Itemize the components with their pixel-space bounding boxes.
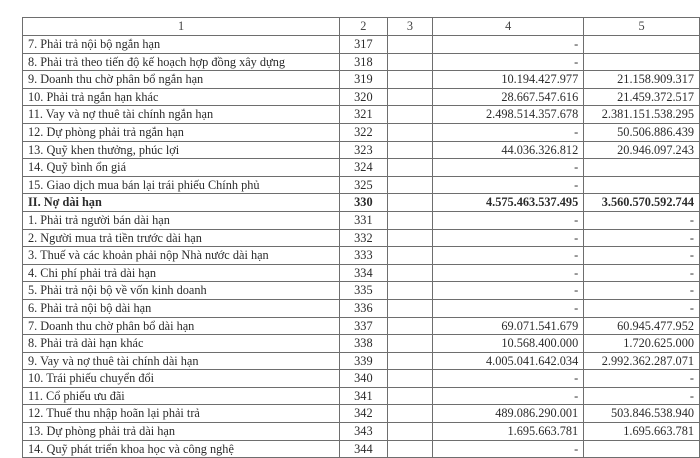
- item-name-cell: 12. Thuế thu nhập hoãn lại phải trả: [23, 405, 340, 423]
- beginning-of-year-value-cell: 3.560.570.592.744: [584, 194, 700, 212]
- item-name-cell: 8. Phải trả dài hạn khác: [23, 335, 340, 353]
- table-row: [23, 423, 700, 441]
- note-cell: [387, 405, 432, 423]
- beginning-of-year-value-cell: -: [584, 247, 700, 265]
- table-row: [23, 36, 700, 54]
- note-cell: [387, 440, 432, 458]
- note-cell: [387, 141, 432, 159]
- item-name-cell: 3. Thuế và các khoản phải nộp Nhà nước dài hạn: [23, 247, 340, 265]
- beginning-of-year-value-cell: 60.945.477.952: [584, 317, 700, 335]
- item-name-cell: 1. Phải trả người bán dài hạn: [23, 211, 340, 229]
- item-name-cell: 14. Quỹ phát triển khoa học và công nghệ: [23, 440, 340, 458]
- end-of-period-value-cell: 489.086.290.001: [433, 405, 584, 423]
- item-name-cell: 12. Dự phòng phải trả ngắn hạn: [23, 123, 340, 141]
- item-name-cell: 9. Vay và nợ thuê tài chính dài hạn: [23, 352, 340, 370]
- note-cell: [387, 211, 432, 229]
- beginning-of-year-value-cell: [584, 159, 700, 177]
- end-of-period-value-cell: -: [433, 53, 584, 71]
- note-cell: [387, 370, 432, 388]
- header-col-1: 1: [23, 18, 340, 36]
- end-of-period-value-cell: 4.575.463.537.495: [433, 194, 584, 212]
- table-row: [23, 123, 700, 141]
- end-of-period-value-cell: 2.498.514.357.678: [433, 106, 584, 124]
- beginning-of-year-value-cell: 21.459.372.517: [584, 88, 700, 106]
- item-name-cell: 5. Phải trả nội bộ về vốn kinh doanh: [23, 282, 340, 300]
- table-row: [23, 141, 700, 159]
- code-cell: 334: [340, 264, 388, 282]
- code-cell: 343: [340, 423, 388, 441]
- code-cell: 325: [340, 176, 388, 194]
- note-cell: [387, 352, 432, 370]
- item-name-cell: 9. Doanh thu chờ phân bổ ngắn hạn: [23, 71, 340, 89]
- end-of-period-value-cell: 10.194.427.977: [433, 71, 584, 89]
- table-row: [23, 440, 700, 458]
- table-row: [23, 264, 700, 282]
- table-row: [23, 53, 700, 71]
- table-row: [23, 317, 700, 335]
- end-of-period-value-cell: -: [433, 159, 584, 177]
- note-cell: [387, 194, 432, 212]
- table-row: [23, 71, 700, 89]
- end-of-period-value-cell: -: [433, 36, 584, 54]
- end-of-period-value-cell: 4.005.041.642.034: [433, 352, 584, 370]
- end-of-period-value-cell: -: [433, 247, 584, 265]
- table-row: [23, 387, 700, 405]
- beginning-of-year-value-cell: 2.381.151.538.295: [584, 106, 700, 124]
- beginning-of-year-value-cell: [584, 440, 700, 458]
- code-cell: 331: [340, 211, 388, 229]
- code-cell: 333: [340, 247, 388, 265]
- header-col-4: 4: [433, 18, 584, 36]
- item-name-cell: 15. Giao dịch mua bán lại trái phiếu Chính phủ: [23, 176, 340, 194]
- item-name-cell: 11. Cổ phiếu ưu đãi: [23, 387, 340, 405]
- end-of-period-value-cell: 28.667.547.616: [433, 88, 584, 106]
- code-cell: 335: [340, 282, 388, 300]
- end-of-period-value-cell: 10.568.400.000: [433, 335, 584, 353]
- note-cell: [387, 123, 432, 141]
- item-name-cell: 14. Quỹ bình ổn giá: [23, 159, 340, 177]
- code-cell: 337: [340, 317, 388, 335]
- code-cell: 336: [340, 299, 388, 317]
- end-of-period-value-cell: -: [433, 211, 584, 229]
- code-cell: 339: [340, 352, 388, 370]
- end-of-period-value-cell: -: [433, 229, 584, 247]
- note-cell: [387, 176, 432, 194]
- balance-sheet: [22, 17, 700, 458]
- beginning-of-year-value-cell: -: [584, 370, 700, 388]
- beginning-of-year-value-cell: [584, 176, 700, 194]
- end-of-period-value-cell: -: [433, 264, 584, 282]
- item-name-cell: II. Nợ dài hạn: [23, 194, 340, 212]
- end-of-period-value-cell: -: [433, 370, 584, 388]
- note-cell: [387, 335, 432, 353]
- note-cell: [387, 159, 432, 177]
- header-col-5: 5: [584, 18, 700, 36]
- code-cell: 323: [340, 141, 388, 159]
- code-cell: 330: [340, 194, 388, 212]
- table-row: [23, 405, 700, 423]
- beginning-of-year-value-cell: -: [584, 387, 700, 405]
- table-row: [23, 88, 700, 106]
- note-cell: [387, 423, 432, 441]
- beginning-of-year-value-cell: 2.992.362.287.071: [584, 352, 700, 370]
- beginning-of-year-value-cell: [584, 36, 700, 54]
- end-of-period-value-cell: -: [433, 123, 584, 141]
- code-cell: 342: [340, 405, 388, 423]
- end-of-period-value-cell: -: [433, 299, 584, 317]
- table-body: [23, 36, 700, 458]
- item-name-cell: 13. Dự phòng phải trả dài hạn: [23, 423, 340, 441]
- code-cell: 318: [340, 53, 388, 71]
- liabilities-table: [22, 17, 700, 458]
- end-of-period-value-cell: 69.071.541.679: [433, 317, 584, 335]
- table-row: [23, 299, 700, 317]
- note-cell: [387, 71, 432, 89]
- note-cell: [387, 264, 432, 282]
- note-cell: [387, 106, 432, 124]
- table-row: [23, 159, 700, 177]
- beginning-of-year-value-cell: -: [584, 211, 700, 229]
- table-row: [23, 335, 700, 353]
- code-cell: 332: [340, 229, 388, 247]
- note-cell: [387, 317, 432, 335]
- code-cell: 344: [340, 440, 388, 458]
- header-col-2: 2: [340, 18, 388, 36]
- beginning-of-year-value-cell: [584, 53, 700, 71]
- code-cell: 321: [340, 106, 388, 124]
- end-of-period-value-cell: -: [433, 440, 584, 458]
- end-of-period-value-cell: 1.695.663.781: [433, 423, 584, 441]
- code-cell: 341: [340, 387, 388, 405]
- table-row: [23, 247, 700, 265]
- beginning-of-year-value-cell: -: [584, 229, 700, 247]
- code-cell: 340: [340, 370, 388, 388]
- note-cell: [387, 229, 432, 247]
- beginning-of-year-value-cell: -: [584, 299, 700, 317]
- beginning-of-year-value-cell: -: [584, 264, 700, 282]
- beginning-of-year-value-cell: 20.946.097.243: [584, 141, 700, 159]
- code-cell: 324: [340, 159, 388, 177]
- code-cell: 322: [340, 123, 388, 141]
- note-cell: [387, 247, 432, 265]
- code-cell: 317: [340, 36, 388, 54]
- note-cell: [387, 387, 432, 405]
- beginning-of-year-value-cell: 503.846.538.940: [584, 405, 700, 423]
- note-cell: [387, 36, 432, 54]
- item-name-cell: 6. Phải trả nội bộ dài hạn: [23, 299, 340, 317]
- item-name-cell: 4. Chi phí phải trả dài hạn: [23, 264, 340, 282]
- note-cell: [387, 53, 432, 71]
- item-name-cell: 2. Người mua trả tiền trước dài hạn: [23, 229, 340, 247]
- end-of-period-value-cell: -: [433, 387, 584, 405]
- beginning-of-year-value-cell: -: [584, 282, 700, 300]
- note-cell: [387, 282, 432, 300]
- code-cell: 320: [340, 88, 388, 106]
- beginning-of-year-value-cell: 50.506.886.439: [584, 123, 700, 141]
- table-row: [23, 370, 700, 388]
- table-row: [23, 229, 700, 247]
- table-row: [23, 352, 700, 370]
- table-row: [23, 106, 700, 124]
- note-cell: [387, 88, 432, 106]
- header-col-3: 3: [387, 18, 432, 36]
- end-of-period-value-cell: -: [433, 176, 584, 194]
- table-row: [23, 176, 700, 194]
- end-of-period-value-cell: 44.036.326.812: [433, 141, 584, 159]
- item-name-cell: 7. Doanh thu chờ phân bổ dài hạn: [23, 317, 340, 335]
- item-name-cell: 13. Quỹ khen thưởng, phúc lợi: [23, 141, 340, 159]
- table-row: [23, 194, 700, 212]
- note-cell: [387, 299, 432, 317]
- end-of-period-value-cell: -: [433, 282, 584, 300]
- beginning-of-year-value-cell: 1.720.625.000: [584, 335, 700, 353]
- beginning-of-year-value-cell: 21.158.909.317: [584, 71, 700, 89]
- code-cell: 319: [340, 71, 388, 89]
- item-name-cell: 10. Trái phiếu chuyển đổi: [23, 370, 340, 388]
- item-name-cell: 8. Phải trả theo tiến độ kế hoạch hợp đồng xây dựng: [23, 53, 340, 71]
- beginning-of-year-value-cell: 1.695.663.781: [584, 423, 700, 441]
- table-row: [23, 211, 700, 229]
- item-name-cell: 11. Vay và nợ thuê tài chính ngắn hạn: [23, 106, 340, 124]
- item-name-cell: 7. Phải trả nội bộ ngắn hạn: [23, 36, 340, 54]
- item-name-cell: 10. Phải trả ngắn hạn khác: [23, 88, 340, 106]
- code-cell: 338: [340, 335, 388, 353]
- table-row: [23, 282, 700, 300]
- column-number-header-row: [23, 18, 700, 36]
